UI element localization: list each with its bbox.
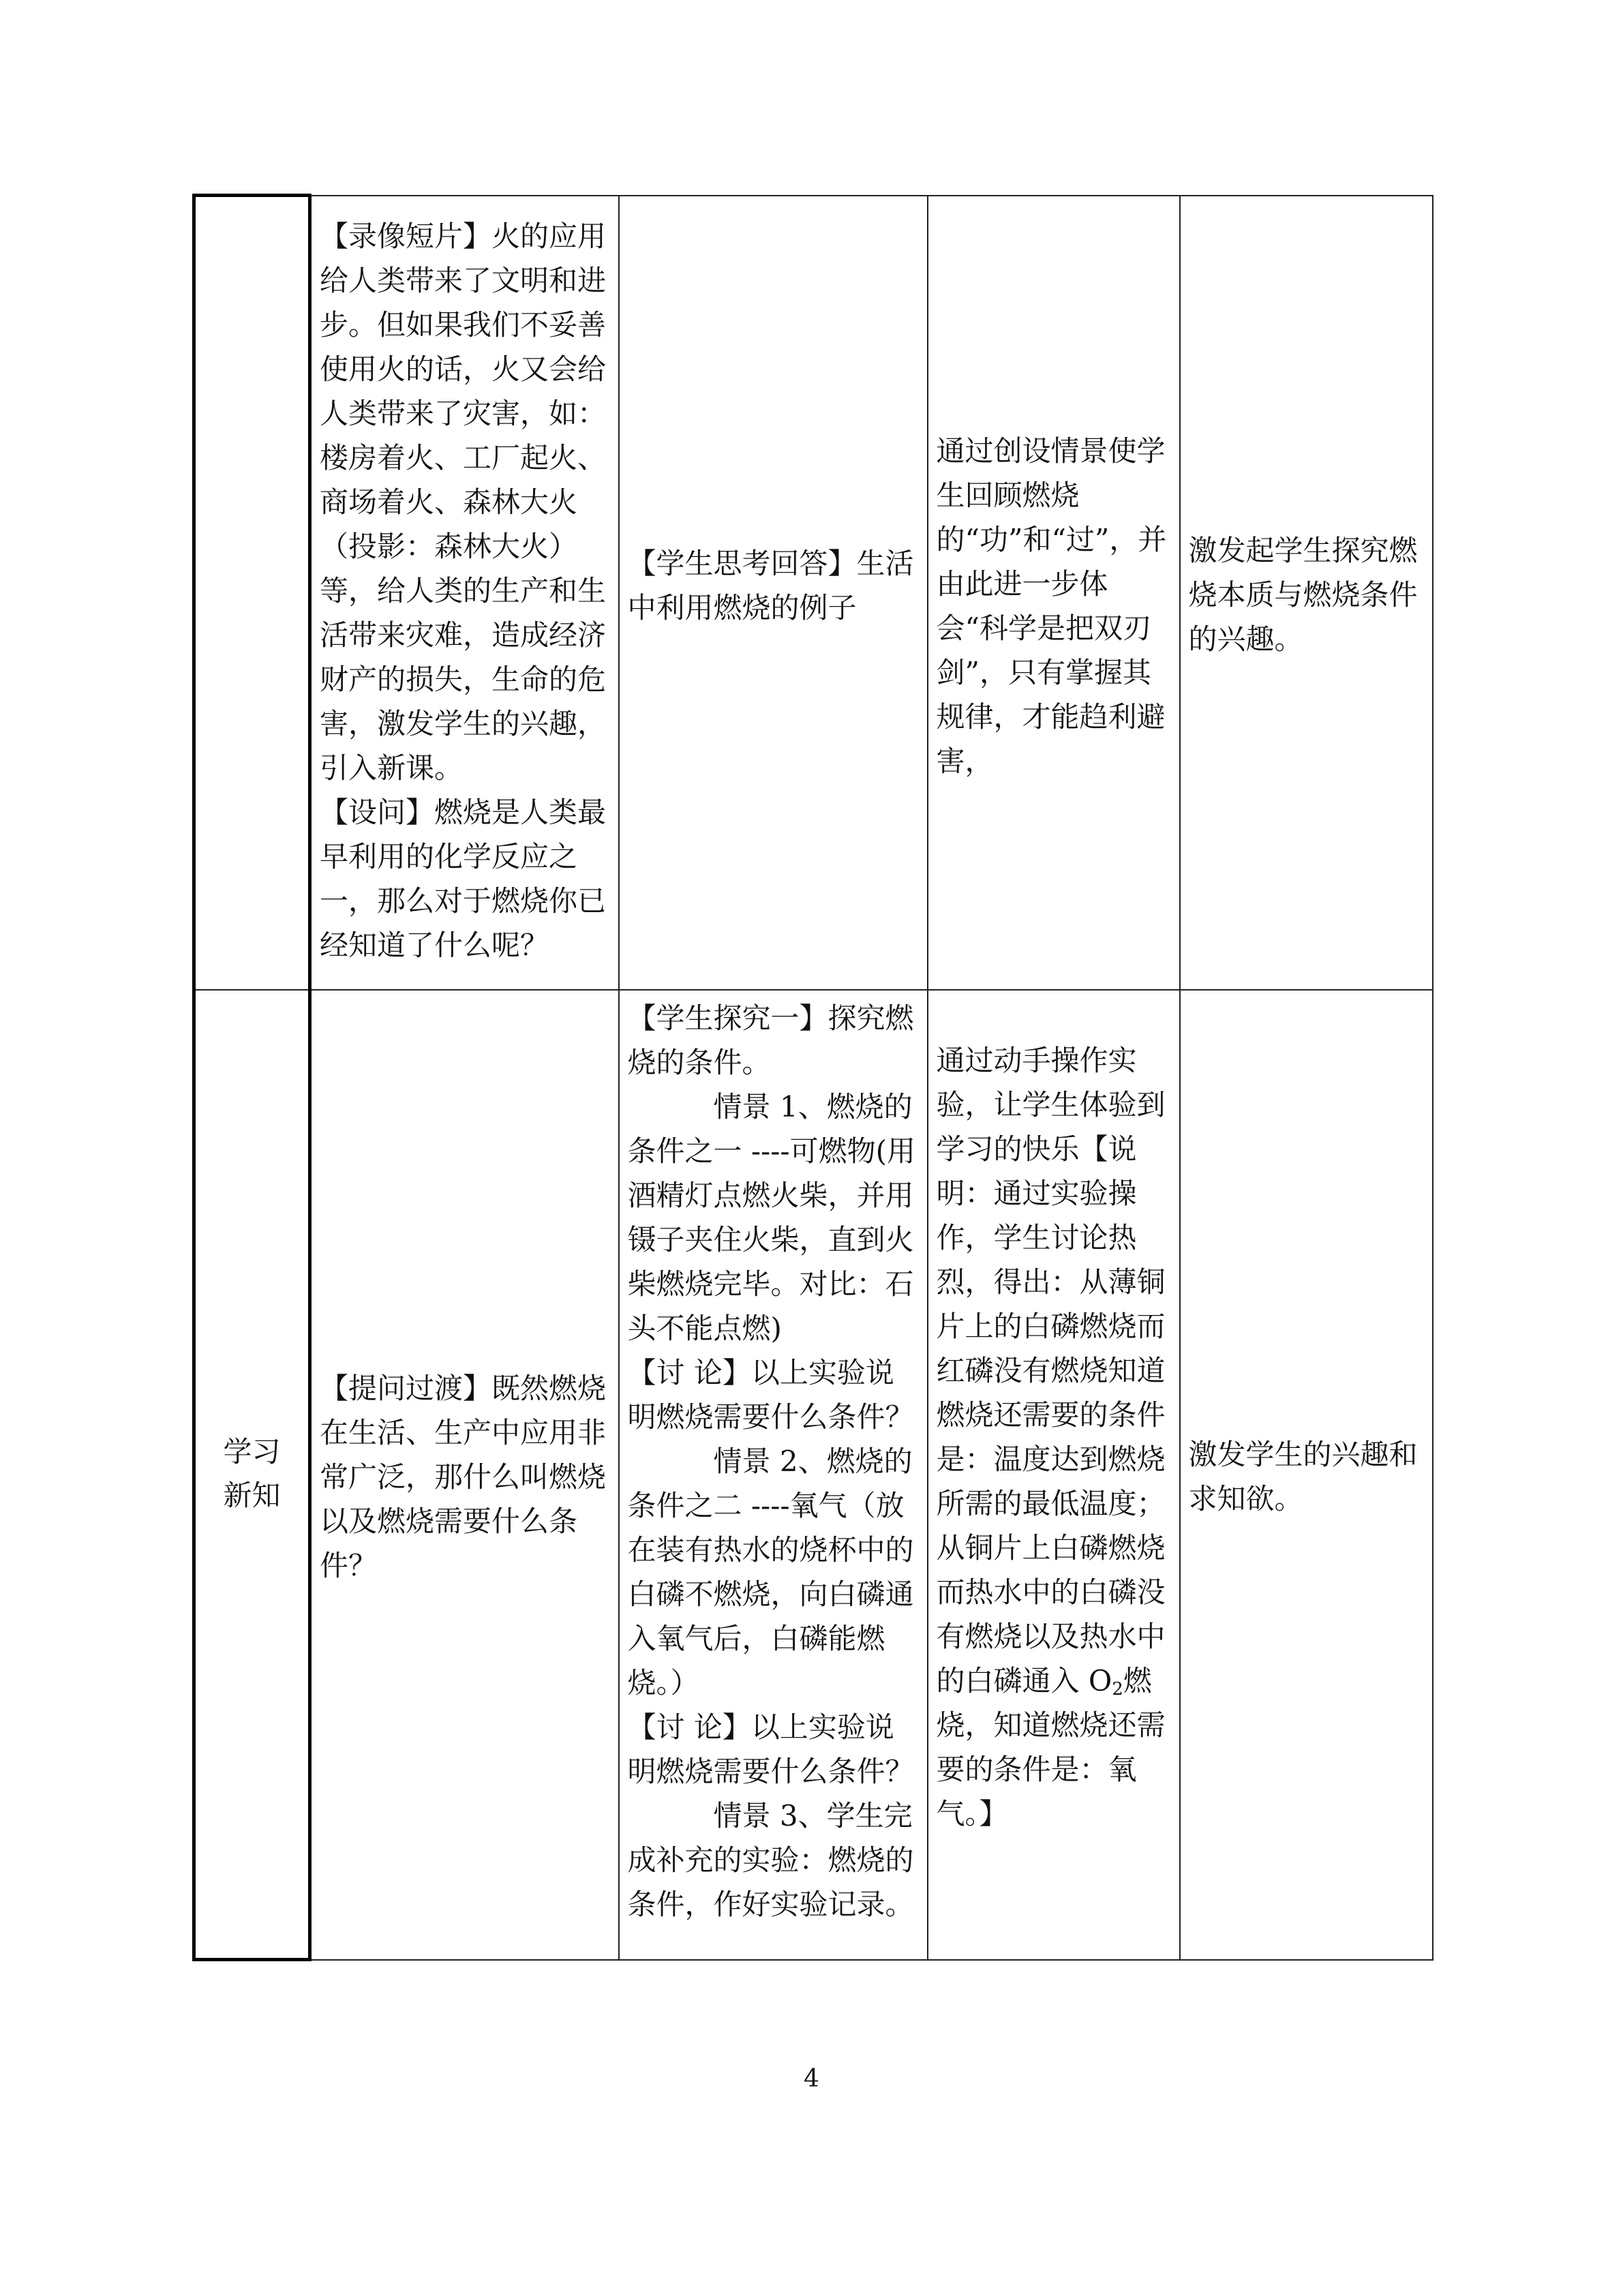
design-intent-cell [928, 196, 1180, 990]
teacher-activity-cell [310, 990, 619, 1960]
table-row [194, 990, 1433, 1960]
design-intent-cell [928, 990, 1180, 1960]
design-intent-text: 通过创设情景使学生回顾燃烧的“功”和“过”，并由此进一步体会“科学是把双刃剑”，只有掌握其规律，才能趋利避害， [936, 434, 1167, 778]
student-activity-text: 情景 3、学生完成补充的实验：燃烧的条件，作好实验记录。 [627, 1798, 914, 1921]
student-activity-text: 【学生思考回答】生活中利用燃烧的例子 [627, 547, 914, 624]
design-intent-text [937, 1038, 1171, 1836]
student-activity-cell [619, 990, 928, 1960]
subscript-2: 2 [1112, 1678, 1123, 1700]
stage-label: 学习 [223, 1435, 281, 1469]
stage-label: 新知 [223, 1479, 281, 1513]
student-activity-text: 情景 1、燃烧的条件之一 ----可燃物(用酒精灯点燃火柴，并用镊子夹住火柴，直到火柴燃烧完毕。对比：石头不能点燃) [627, 1089, 916, 1345]
teacher-activity-text: 【设问】燃烧是人类最早利用的化学反应之一，那么对于燃烧你已经知道了什么呢？ [320, 795, 607, 962]
teacher-activity-cell [310, 196, 619, 990]
page-number: 4 [804, 2065, 819, 2093]
lesson-plan-table [192, 194, 1434, 1961]
student-activity-text: 情景 2、燃烧的条件之二 ----氧气（放在装有热水的烧杯中的白磷不燃烧，向白磷通入氧气后，白磷能燃烧。） [627, 1444, 914, 1700]
student-activity-text: 【讨 论】以上实验说明燃烧需要什么条件？ [627, 1710, 914, 1788]
goal-cell [1180, 196, 1433, 990]
student-activity-text: 【学生探究一】探究燃烧的条件。 [627, 1001, 914, 1079]
goal-cell [1180, 990, 1433, 1960]
design-intent-text-part: 通过动手操作实验，让学生体验到学习的快乐【说明：通过实验操作，学生讨论热烈，得出：从薄铜片上的白磷燃烧而红磷没有燃烧知道燃烧还需要的条件是：温度达到燃烧所需的最低温度；从铜片上白磷燃烧而热水中的白磷没有燃烧以及热水中的白磷通入 O [936, 1043, 1166, 1697]
student-activity-cell [619, 196, 928, 990]
teacher-activity-text: 【提问过渡】既然燃烧在生活、生产中应用非常广泛，那什么叫燃烧以及燃烧需要什么条件？ [320, 1371, 607, 1582]
teacher-activity-text: 【录像短片】火的应用给人类带来了文明和进步。但如果我们不妥善使用火的话，火又会给人类带来了灾害，如：楼房着火、工厂起火、商场着火、森林大火（投影：森林大火）等，给人类的生产和生活带来灾难，造成经济财产的损失，生命的危害，激发学生的兴趣，引入新课。 [320, 219, 607, 785]
goal-text: 激发学生的兴趣和求知欲。 [1188, 1438, 1418, 1515]
table-row [194, 196, 1433, 990]
design-intent-text-part: 燃烧，知道燃烧还需要的条件是：氧气。】 [936, 1663, 1166, 1830]
goal-text: 激发起学生探究燃烧本质与燃烧条件的兴趣。 [1188, 533, 1418, 656]
student-activity-text: 【讨 论】以上实验说明燃烧需要什么条件？ [627, 1355, 914, 1434]
stage-cell [194, 196, 310, 990]
stage-cell [194, 990, 310, 1960]
